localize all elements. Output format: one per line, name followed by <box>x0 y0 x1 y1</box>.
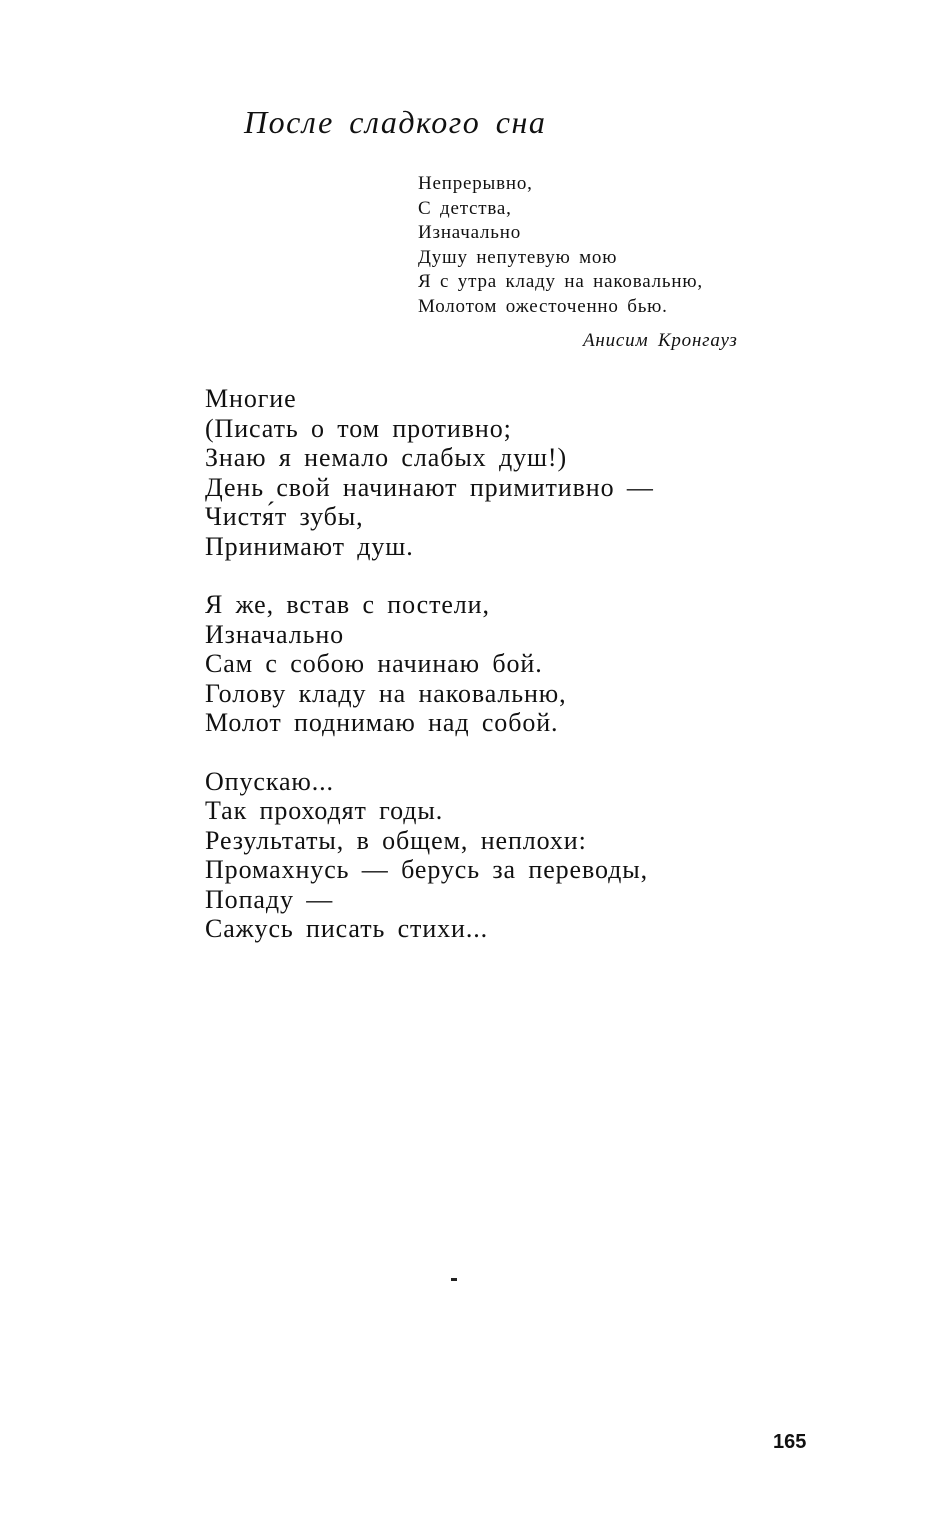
stanza <box>205 384 654 561</box>
poem-line: Попаду — <box>205 884 334 914</box>
epigraph-line: Непрерывно, <box>418 173 533 194</box>
stanza <box>205 767 654 944</box>
poem-line: Сажусь писать стихи... <box>205 914 489 943</box>
poem-body <box>205 384 654 973</box>
poem-title: После сладкого сна <box>244 104 547 140</box>
poem-line: День свой начинают примитивно — <box>205 472 654 502</box>
poem-line: Опускаю... <box>205 766 334 796</box>
poem-line: Многие <box>205 384 297 413</box>
epigraph-line: Душу непутевую мою <box>418 246 618 268</box>
poem-line: (Писать о том противно; <box>205 413 512 443</box>
poem-line: Я же, встав с постели, <box>205 590 490 619</box>
poem-line: Принимают душ. <box>205 531 414 561</box>
poem-line: Изначально <box>205 619 345 649</box>
page-number: 165 <box>773 1431 807 1453</box>
epigraph <box>418 172 703 319</box>
poem-line: Результаты, в общем, неплохи: <box>205 825 587 855</box>
epigraph-author: Анисим Кронгауз <box>583 330 738 351</box>
poem-line: Промахнусь — берусь за переводы, <box>205 855 649 884</box>
poem-line: Молот поднимаю над собой. <box>205 708 559 737</box>
epigraph-line: Я с утра кладу на наковальню, <box>418 271 703 292</box>
epigraph-line: С детства, <box>418 197 512 219</box>
poem-line: Знаю я немало слабых душ!) <box>205 443 568 472</box>
epigraph-line: Молотом ожесточенно бью. <box>418 295 668 317</box>
ink-dash-mark <box>451 1278 457 1281</box>
poem-line: Сам с собою начинаю бой. <box>205 649 543 678</box>
epigraph-line: Изначально <box>418 222 522 243</box>
poem-line: Голову кладу на наковальню, <box>205 678 567 708</box>
stanza <box>205 590 654 738</box>
poem-line: Чистя́т зубы, <box>205 502 364 531</box>
poem-line: Так проходят годы. <box>205 796 444 825</box>
